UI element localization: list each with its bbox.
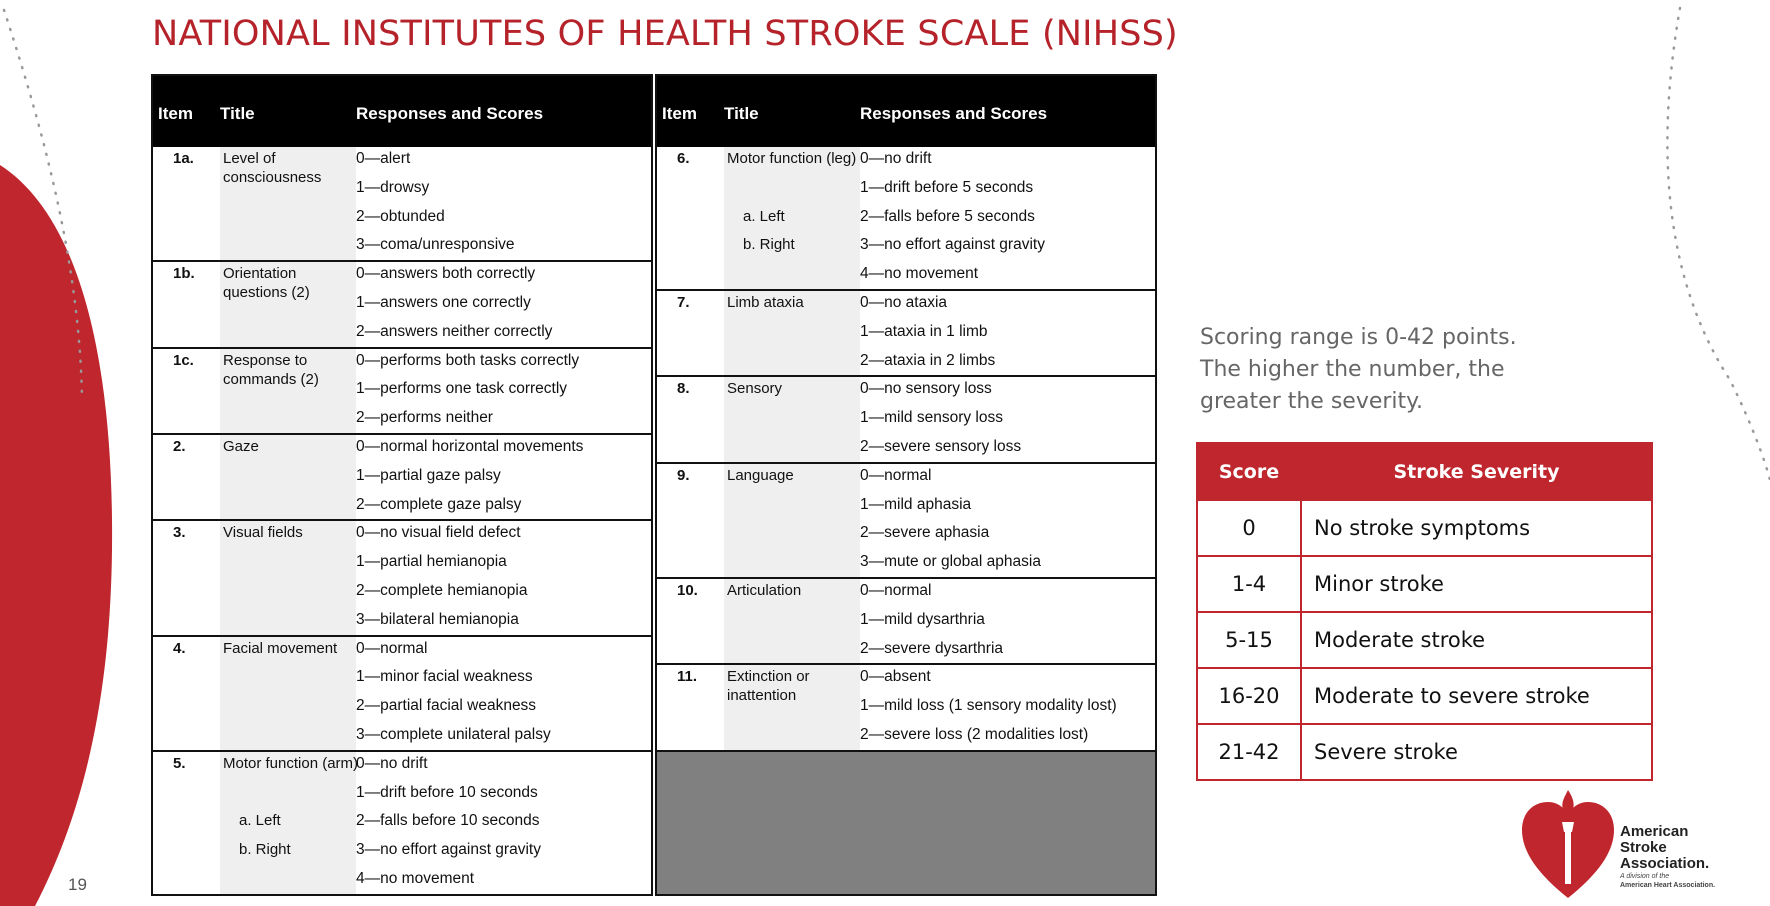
response-option: 0—no drift: [356, 754, 428, 772]
page-number: 19: [68, 875, 87, 894]
response-option: 1—partial hemianopia: [356, 553, 507, 571]
nihss-table-right: [655, 74, 1157, 896]
nihss-body-left: [153, 147, 651, 896]
severity-table: [1196, 442, 1653, 781]
response-option: 2—severe sensory loss: [860, 437, 1022, 455]
response-option: 1—minor facial weakness: [356, 668, 533, 686]
header-item: Item: [662, 104, 697, 123]
severity-header-severity: Stroke Severity: [1301, 443, 1652, 500]
nihss-header-left: [153, 76, 651, 147]
nihss-header-right: [657, 76, 1155, 147]
response-option: 1—drift before 10 seconds: [356, 783, 538, 801]
response-option: 2—severe aphasia: [860, 524, 990, 542]
header-responses: Responses and Scores: [860, 104, 1048, 123]
scoring-note: [1200, 322, 1517, 418]
response-option: 3—complete unilateral palsy: [356, 725, 551, 743]
item-number: 1b.: [173, 265, 195, 283]
response-option: 0—alert: [356, 150, 411, 167]
header-item: Item: [158, 104, 193, 123]
header-title: Title: [724, 104, 759, 123]
response-option: 0—absent: [860, 668, 931, 686]
item-number: 3.: [173, 524, 186, 542]
severity-score: 0: [1197, 500, 1301, 556]
nihss-item-row: [153, 349, 651, 435]
item-title: Motor function (arm): [223, 754, 359, 772]
item-subtitle: a. Left: [743, 207, 785, 225]
item-title: Orientation questions (2): [223, 265, 310, 302]
logo-text: [1620, 824, 1770, 890]
scoring-line: Scoring range is 0-42 points.: [1200, 325, 1517, 350]
response-list: [860, 380, 1021, 466]
severity-row: [1197, 500, 1652, 556]
response-list: [356, 524, 527, 639]
response-option: 1—drift before 5 seconds: [860, 178, 1034, 196]
response-list: [356, 150, 515, 265]
response-option: 2—performs neither: [356, 409, 493, 427]
nihss-body-right: [657, 147, 1155, 752]
response-option: 0—answers both correctly: [356, 265, 536, 283]
item-title: Extinction or inattention: [727, 668, 810, 705]
response-option: 3—no effort against gravity: [356, 841, 541, 859]
severity-label: Moderate to severe stroke: [1301, 668, 1652, 724]
item-title: Motor function (leg): [727, 150, 857, 167]
dotted-arc-right: [1667, 8, 1770, 480]
logo-line: American: [1620, 823, 1689, 840]
severity-score: 16-20: [1197, 668, 1301, 724]
response-option: 0—no drift: [860, 150, 932, 167]
item-number: 9.: [677, 466, 690, 484]
scoring-line: greater the severity.: [1200, 389, 1424, 414]
header-responses: Responses and Scores: [356, 104, 544, 123]
nihss-item-row: [657, 579, 1155, 665]
response-list: [860, 150, 1045, 294]
response-option: 4—no movement: [356, 869, 475, 887]
severity-score: 1-4: [1197, 556, 1301, 612]
slide-title: NATIONAL INSTITUTES OF HEALTH STROKE SCALE (NIHSS): [152, 14, 1178, 54]
logo-subtitle: A division of the: [1620, 873, 1670, 880]
response-list: [860, 582, 1003, 668]
severity-label: No stroke symptoms: [1301, 500, 1652, 556]
nihss-item-row: [153, 752, 651, 896]
severity-row: [1197, 612, 1652, 668]
response-option: 1—performs one task correctly: [356, 380, 568, 398]
item-title: Visual fields: [223, 524, 303, 542]
item-title: Facial movement: [223, 639, 338, 657]
item-number: 5.: [173, 754, 186, 772]
logo-line: Stroke: [1620, 839, 1667, 856]
item-number: 10.: [677, 581, 698, 599]
item-number: 1c.: [173, 351, 194, 369]
response-option: 3—bilateral hemianopia: [356, 610, 519, 628]
response-list: [356, 640, 551, 755]
nihss-item-row: [153, 435, 651, 521]
severity-row: [1197, 668, 1652, 724]
item-subtitle: b. Right: [743, 236, 795, 254]
response-option: 2—complete hemianopia: [356, 581, 528, 599]
severity-row: [1197, 556, 1652, 612]
response-list: [356, 438, 583, 524]
severity-score: 5-15: [1197, 612, 1301, 668]
response-option: 1—mild dysarthria: [860, 610, 985, 628]
item-title: Gaze: [223, 437, 259, 455]
nihss-table-left: [151, 74, 653, 896]
response-option: 0—no sensory loss: [860, 380, 992, 398]
response-list: [860, 467, 1041, 582]
response-option: 3—coma/unresponsive: [356, 236, 515, 254]
response-option: 0—performs both tasks correctly: [356, 351, 580, 369]
response-option: 0—normal: [356, 639, 428, 657]
red-arc-shape: [0, 165, 112, 906]
severity-label: Moderate stroke: [1301, 612, 1652, 668]
response-option: 1—answers one correctly: [356, 293, 531, 311]
heart-torch-logo-icon: [1520, 786, 1616, 902]
response-option: 2—severe loss (2 modalities lost): [860, 725, 1089, 743]
severity-header-score: Score: [1197, 443, 1301, 500]
response-option: 3—no effort against gravity: [860, 236, 1045, 254]
response-option: 2—falls before 5 seconds: [860, 207, 1035, 225]
response-list: [860, 668, 1117, 754]
response-option: 3—mute or global aphasia: [860, 553, 1041, 571]
response-option: 1—partial gaze palsy: [356, 466, 501, 484]
severity-row: [1197, 724, 1652, 780]
item-subtitle: b. Right: [239, 841, 291, 859]
nihss-item-row: [657, 665, 1155, 751]
response-option: 2—obtunded: [356, 207, 445, 225]
item-number: 7.: [677, 294, 690, 311]
nihss-item-row: [657, 464, 1155, 579]
response-option: 1—ataxia in 1 limb: [860, 322, 988, 340]
response-option: 0—no visual field defect: [356, 524, 521, 542]
item-title: Articulation: [727, 581, 802, 599]
response-option: 2—partial facial weakness: [356, 697, 537, 715]
response-option: 0—normal: [860, 581, 932, 599]
logo-line: Association.: [1620, 855, 1710, 872]
response-option: 2—answers neither correctly: [356, 322, 553, 340]
nihss-item-row: [153, 262, 651, 348]
response-list: [356, 352, 579, 438]
response-option: 2—ataxia in 2 limbs: [860, 351, 996, 369]
response-option: 2—severe dysarthria: [860, 639, 1004, 657]
nihss-item-row: [153, 521, 651, 636]
item-number: 4.: [173, 639, 186, 657]
item-title: Limb ataxia: [727, 294, 804, 311]
response-option: 2—falls before 10 seconds: [356, 812, 540, 830]
response-option: 0—normal horizontal movements: [356, 437, 584, 455]
item-number: 8.: [677, 380, 690, 398]
nihss-item-row: [153, 637, 651, 752]
item-title: Level of consciousness: [223, 150, 322, 186]
response-list: [356, 755, 541, 899]
response-option: 2—complete gaze palsy: [356, 495, 522, 513]
severity-body: [1197, 500, 1652, 780]
response-option: 1—drowsy: [356, 178, 430, 196]
severity-label: Minor stroke: [1301, 556, 1652, 612]
item-number: 6.: [677, 150, 690, 167]
response-option: 4—no movement: [860, 265, 979, 283]
nihss-item-row: [657, 147, 1155, 291]
severity-score: 21-42: [1197, 724, 1301, 780]
response-option: 1—mild sensory loss: [860, 409, 1003, 427]
item-subtitle: a. Left: [239, 812, 281, 830]
response-list: [860, 294, 995, 380]
logo-subtitle: American Heart Association.: [1620, 882, 1716, 889]
empty-grey-block: [657, 752, 1155, 894]
response-option: 1—mild aphasia: [860, 495, 972, 513]
response-option: 0—no ataxia: [860, 294, 948, 311]
response-list: [356, 265, 552, 351]
item-title: Sensory: [727, 380, 783, 398]
nihss-item-row: [657, 291, 1155, 377]
scoring-line: The higher the number, the: [1200, 357, 1505, 382]
nihss-item-row: [153, 147, 651, 262]
response-option: 1—mild loss (1 sensory modality lost): [860, 697, 1117, 715]
item-number: 1a.: [173, 150, 194, 167]
item-number: 11.: [677, 668, 698, 686]
severity-label: Severe stroke: [1301, 724, 1652, 780]
nihss-item-row: [657, 377, 1155, 463]
item-title: Response to commands (2): [223, 351, 319, 388]
response-option: 0—normal: [860, 466, 932, 484]
item-title: Language: [727, 466, 794, 484]
severity-header-row: [1197, 443, 1652, 500]
header-title: Title: [220, 104, 255, 123]
item-number: 2.: [173, 437, 186, 455]
